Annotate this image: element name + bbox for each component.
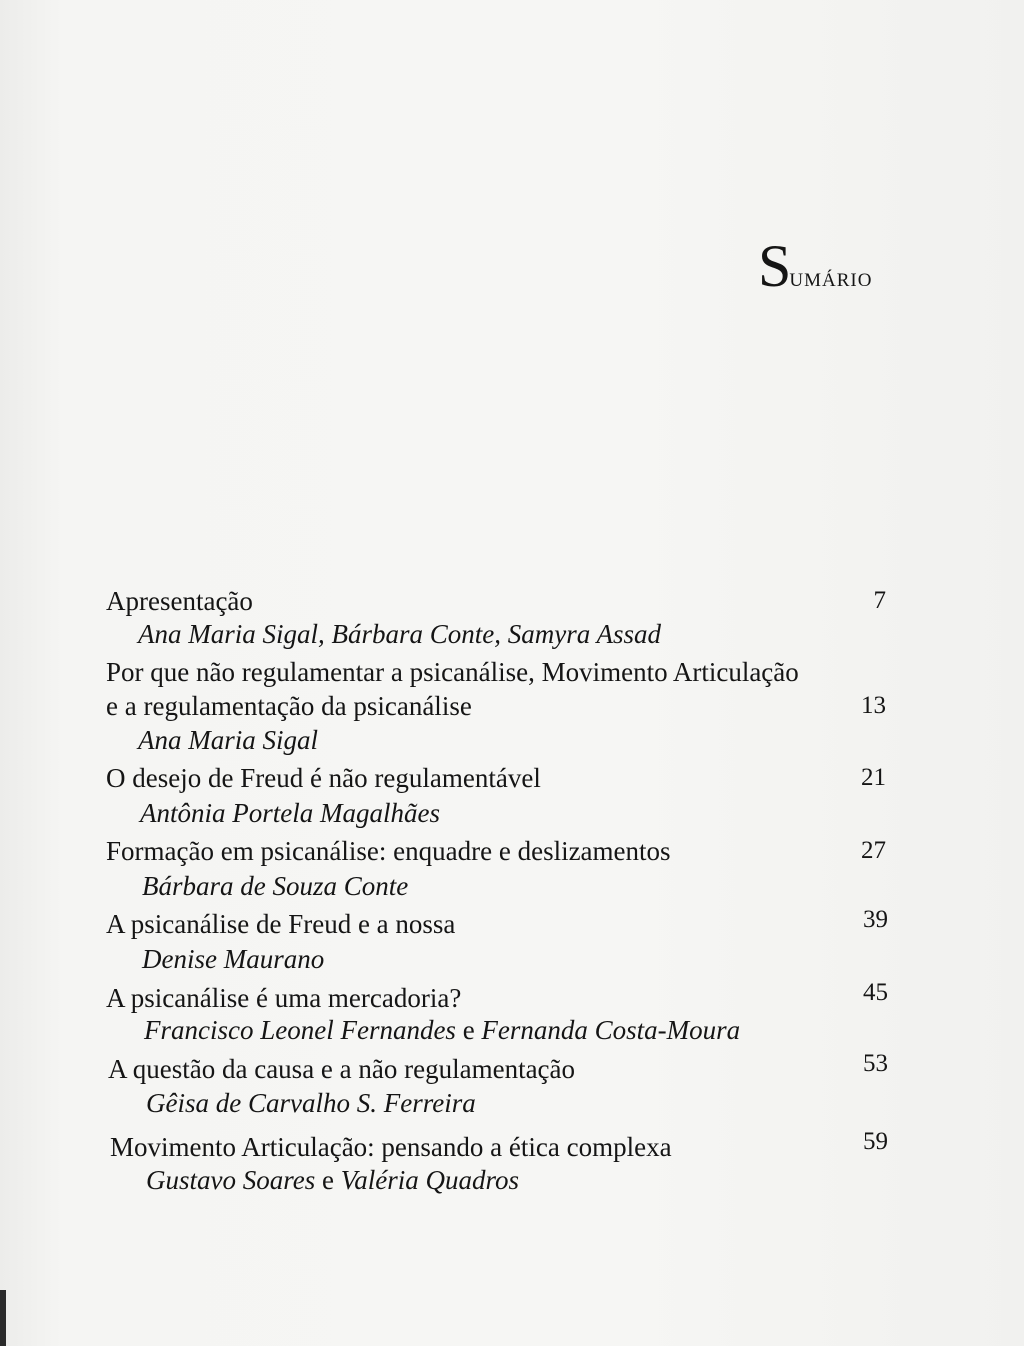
toc-entry-page: 53 [863, 1050, 888, 1077]
toc-entry-page: 21 [861, 764, 886, 791]
toc-entry-title: Formação em psicanálise: enquadre e deslizamentos [106, 836, 671, 866]
page-edge-shadow [0, 1290, 6, 1346]
toc-entry-title-line2: e a regulamentação da psicanálise [106, 691, 472, 721]
toc-entry-author: Ana Maria Sigal [138, 725, 318, 755]
toc-entry-author-join: e [315, 1165, 341, 1195]
toc-entry-page: 45 [863, 979, 888, 1006]
toc-entry-title: O desejo de Freud é não regulamentável [106, 763, 541, 793]
toc-entry-page: 7 [873, 587, 886, 614]
toc-entry-author-a: Gustavo Soares [146, 1165, 316, 1195]
toc-entry-author: Gêisa de Carvalho S. Ferreira [146, 1088, 476, 1118]
toc-entry-author-a: Francisco Leonel Fernandes [144, 1015, 456, 1045]
toc-entry-page: 39 [863, 906, 888, 933]
toc-entry-author: Antônia Portela Magalhães [140, 798, 440, 828]
toc-entry-author-b: Valéria Quadros [340, 1165, 519, 1195]
toc-entry-title: A questão da causa e a não regulamentação [108, 1054, 576, 1084]
toc-entry-title: Apresentação [106, 586, 253, 616]
toc-entry-page: 59 [863, 1128, 888, 1155]
toc-entry-title: Movimento Articulação: pensando a ética complexa [110, 1132, 672, 1162]
toc-entry-author-join: e [455, 1015, 482, 1045]
toc-entry-title: A psicanálise é uma mercadoria? [106, 983, 462, 1013]
toc-entry-author-b: Fernanda Costa-Moura [481, 1015, 741, 1045]
toc-entry-author: Denise Maurano [142, 944, 325, 974]
title-rest: UMÁRIO [789, 270, 873, 291]
toc-entry-title: A psicanálise de Freud e a nossa [106, 909, 456, 939]
page-title [758, 233, 873, 299]
toc-entry-author: Bárbara de Souza Conte [142, 871, 409, 901]
toc-entry-author [144, 1014, 740, 1046]
toc-entry-page: 27 [861, 837, 886, 864]
title-initial: S [758, 233, 792, 299]
toc-entry-page: 13 [861, 692, 886, 719]
toc-entry-title-line1: Por que não regulamentar a psicanálise, Movimento Articulação [106, 657, 799, 687]
toc-entry-author: Ana Maria Sigal, Bárbara Conte, Samyra Assad [138, 619, 662, 649]
toc-entry-author [146, 1164, 519, 1196]
